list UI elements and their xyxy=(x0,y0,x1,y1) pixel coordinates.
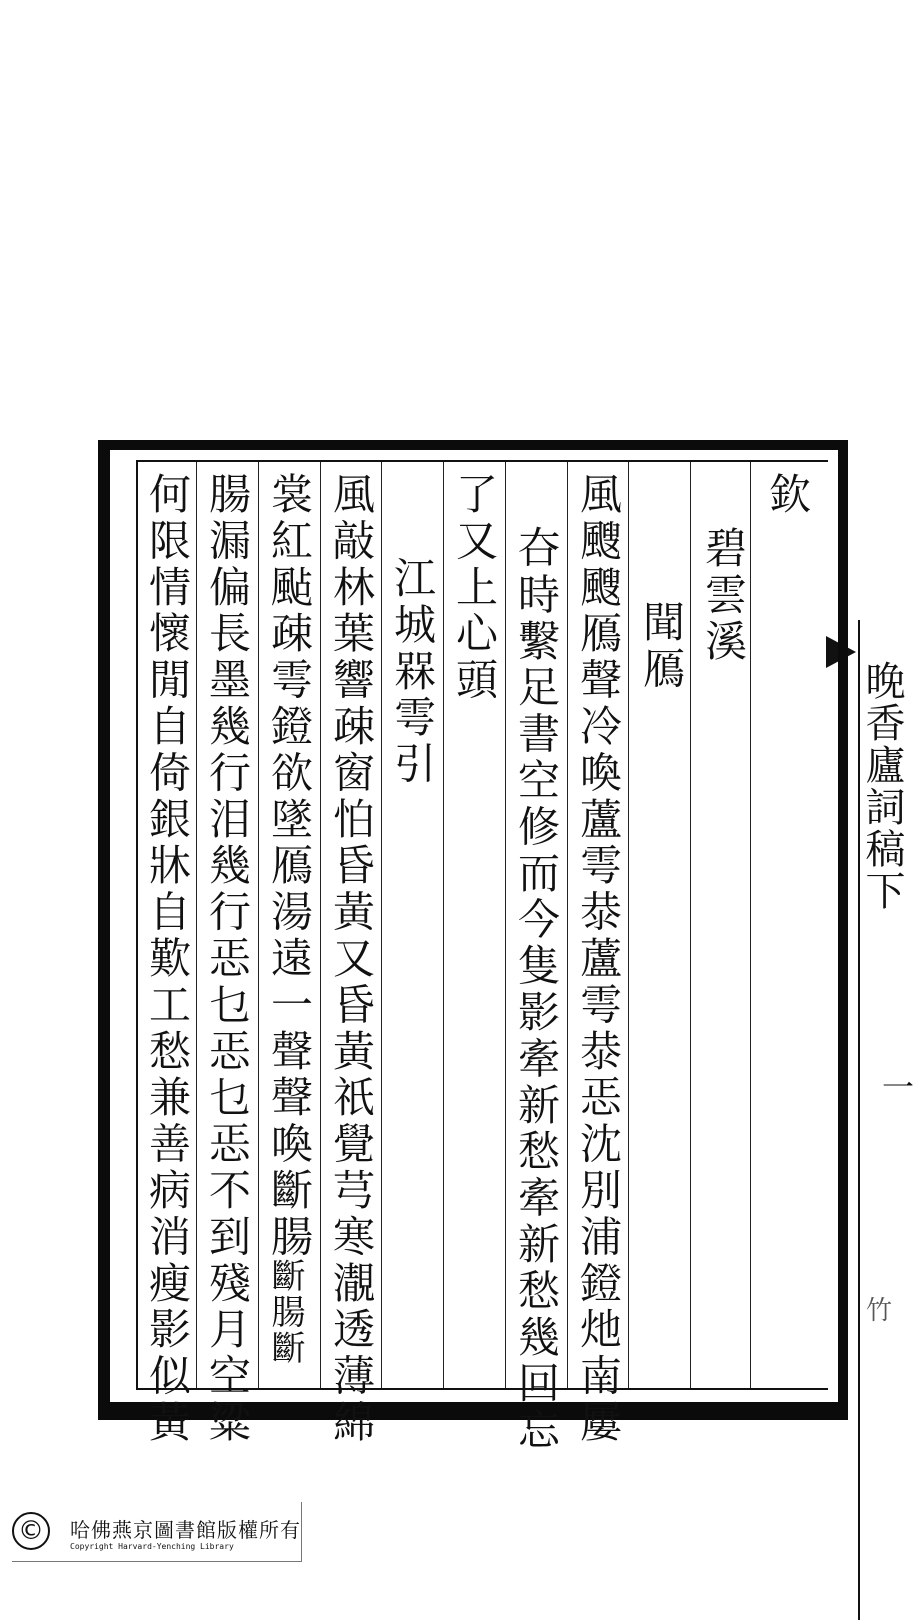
text-column: 聞鴈 xyxy=(637,600,686,693)
banner-mark: 竹 xyxy=(866,1296,893,1326)
column-rule xyxy=(690,462,691,1388)
column-rule xyxy=(320,462,321,1388)
column-rule xyxy=(750,462,751,1388)
column-rule xyxy=(381,462,382,1388)
text-column: 風颼颼鴈聲冷喚蘆雩㳟蘆雩㳟𢘫沈別浦鐙灺南屢 xyxy=(574,472,623,1447)
text-column: 裳紅颭疎雩鐙欲墜鴈湯遠一聲聲喚斷腸 xyxy=(265,472,314,1261)
text-column: 風敲林葉響疎窗怕昏黃又昏黃祇覺芎寒㵾透薄綿 xyxy=(327,472,376,1447)
copyright-text-cn: 哈佛燕京圖書館版權所有 xyxy=(70,1518,301,1542)
banner-page-number: 一 xyxy=(877,1070,915,1102)
banner-title: 晚香廬詞稿下 xyxy=(859,660,905,912)
column-rule xyxy=(196,462,197,1388)
copyright-text-en: Copyright Harvard-Yenching Library xyxy=(70,1542,234,1551)
text-column: 江城槑雩引 xyxy=(388,556,437,788)
column-rule xyxy=(567,462,568,1388)
text-column: 腸漏偏長墨幾行泪幾行𢘫乜𢘫乜𢘫不到殘月空粱 xyxy=(203,472,252,1447)
text-column: 碧雲溪 xyxy=(699,526,748,666)
column-rule xyxy=(258,462,259,1388)
text-column-insert: 斷腸斷 xyxy=(265,1258,305,1366)
text-column: 夻時繫足書空修而今隻影牽新愁牽新愁幾回忘 xyxy=(512,526,561,1454)
column-rule xyxy=(505,462,506,1388)
text-column: 何限情懷閒自倚銀牀自歎工愁兼善病消瘦影似黃 xyxy=(143,472,192,1447)
column-rule xyxy=(443,462,444,1388)
text-column: 欽 xyxy=(763,472,812,519)
copyright-icon: © xyxy=(12,1512,50,1550)
column-rule xyxy=(628,462,629,1388)
text-column: 了又上心頭 xyxy=(450,472,499,704)
